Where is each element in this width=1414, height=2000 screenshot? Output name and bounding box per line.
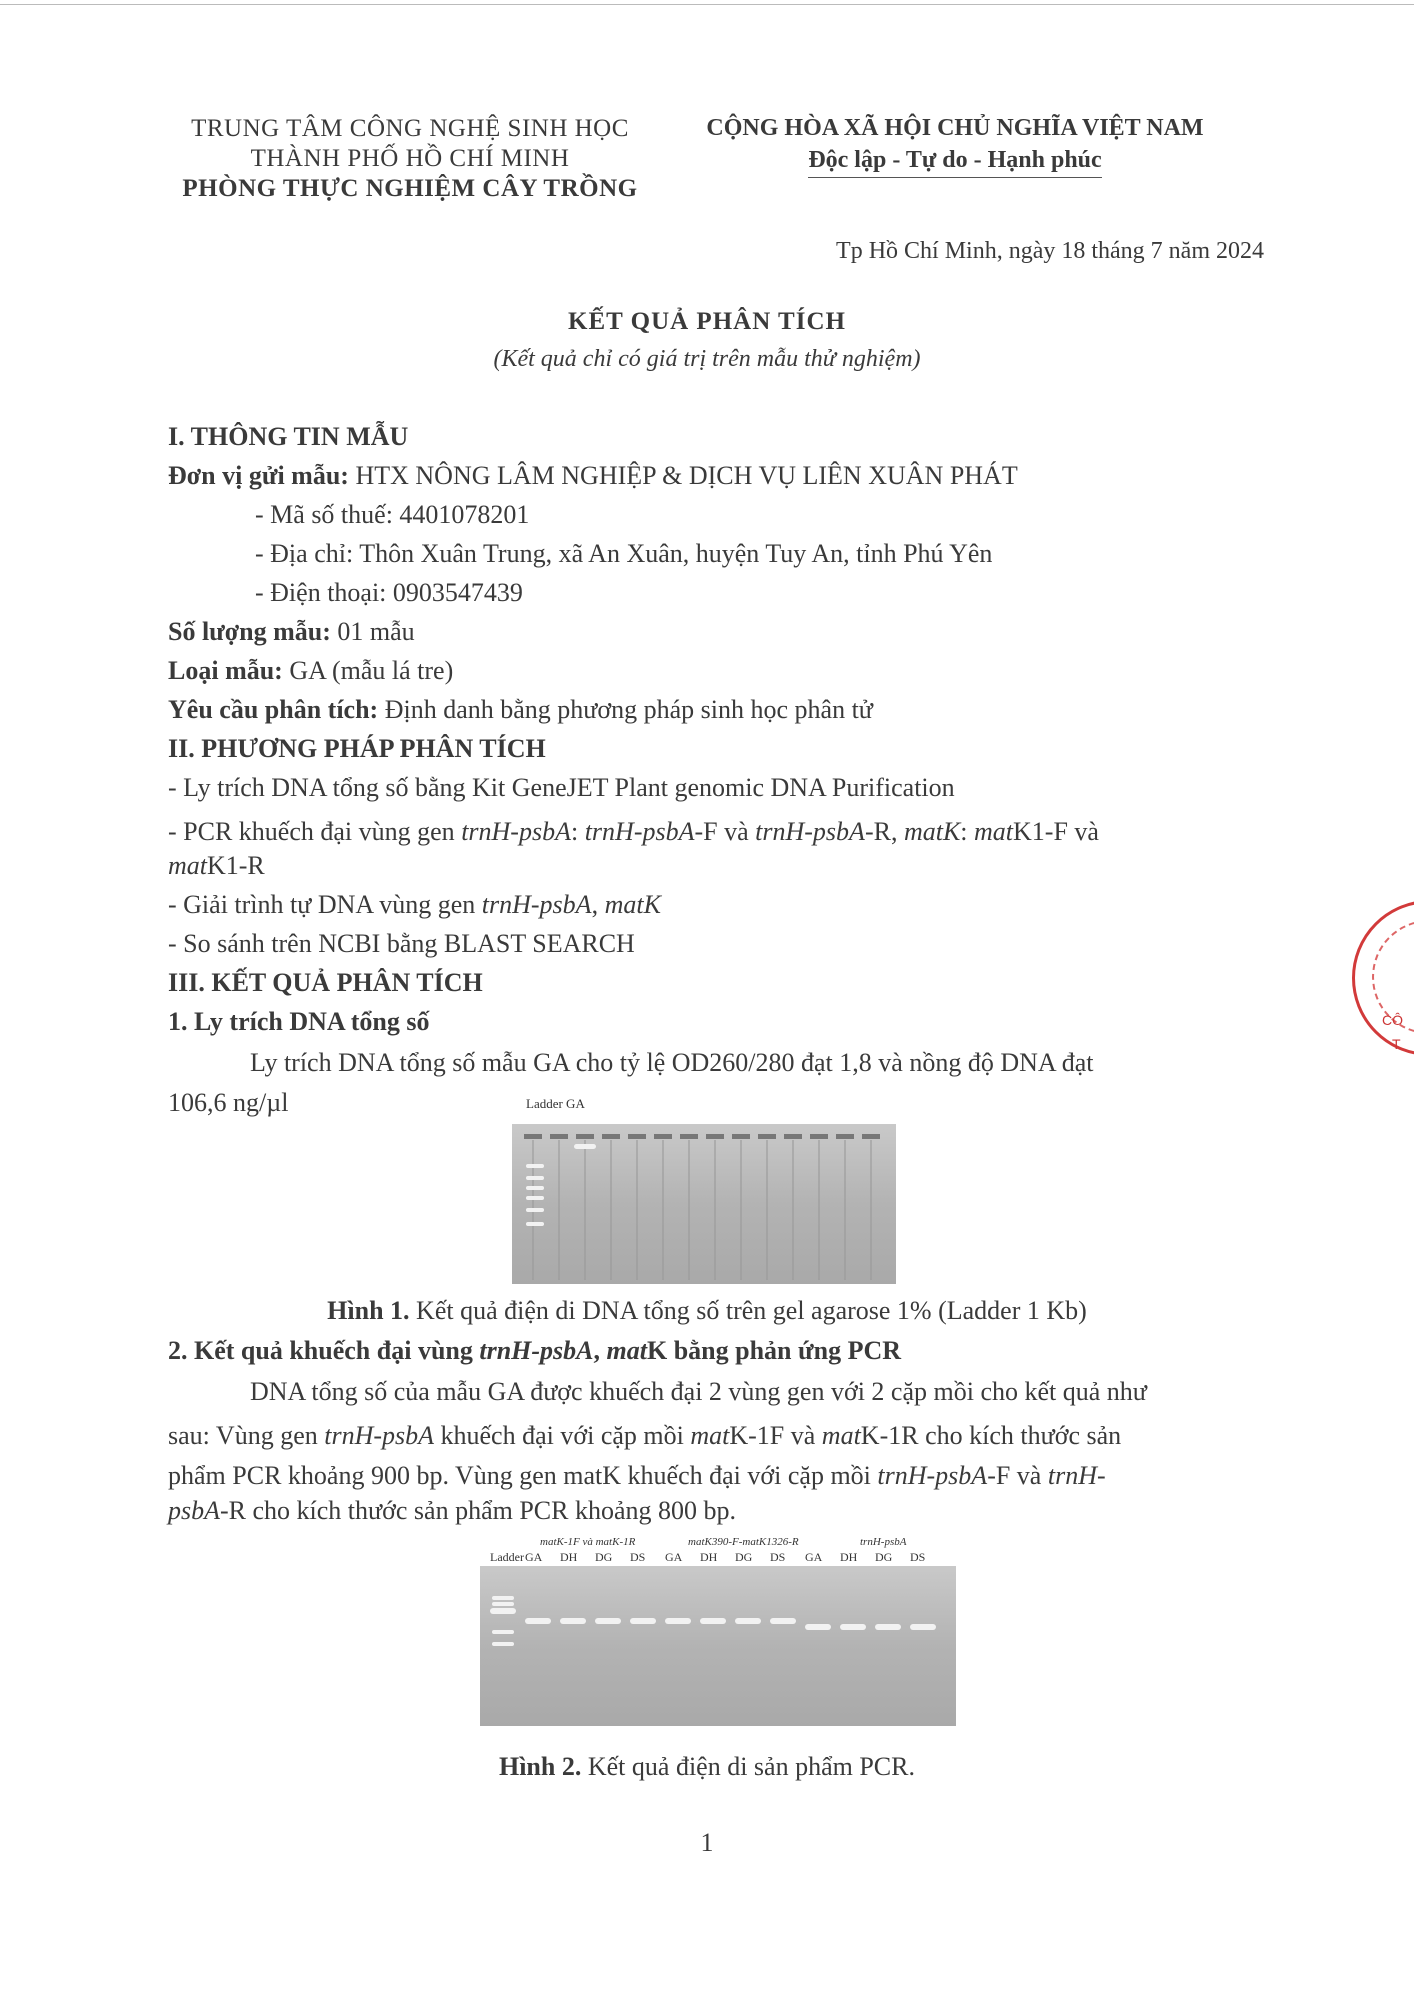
method-2-text: - PCR khuếch đại vùng gen [168, 817, 462, 846]
gel2-lane-label: DH [560, 1550, 578, 1564]
method-2-text: K1-F và [1013, 817, 1099, 846]
method-4: - So sánh trên NCBI bằng BLAST SEARCH [168, 929, 635, 958]
gel2-primer-label-1: matK-1F và matK-1R [540, 1536, 636, 1548]
gel2-lane-label: DH [840, 1550, 858, 1564]
gel2-lane-label: DG [735, 1550, 753, 1564]
result2-text: sau: Vùng gen [168, 1421, 325, 1450]
result2-line4 [168, 1496, 736, 1526]
subsection1-heading: 1. Ly trích DNA tổng số [168, 1007, 430, 1036]
gel2-ladder-band [492, 1596, 514, 1600]
gel2-ladder-band [490, 1608, 516, 1614]
header-national-line1: CỘNG HÒA XÃ HỘI CHỦ NGHĨA VIỆT NAM [706, 115, 1204, 141]
gel1-well [784, 1134, 802, 1139]
figure1-text: Kết quả điện di DNA tổng số trên gel agarose 1% (Ladder 1 Kb) [409, 1296, 1087, 1325]
method-2-text: K1-R [207, 851, 265, 880]
figure1-caption [0, 1296, 1414, 1326]
stamp-text-2: T [1392, 1036, 1401, 1052]
gel1-lane [636, 1140, 638, 1280]
gel1-ladder-band [526, 1196, 544, 1200]
result2-gene: mat [821, 1421, 861, 1450]
gel2-ladder-band [492, 1602, 514, 1606]
result2-line1: DNA tổng số của mẫu GA được khuếch đại 2 vùng gen với 2 cặp mồi cho kết quả như [250, 1377, 1147, 1406]
gel1-well [628, 1134, 646, 1139]
method-2-gene: trnH-psbA [584, 817, 695, 846]
sample-type-label: Loại mẫu: [168, 656, 283, 685]
gel2-pcr-band [910, 1624, 936, 1630]
method-2-gene: mat [974, 817, 1014, 846]
method-2-gene: trnH-psbA [461, 817, 571, 846]
quantity-line [168, 617, 415, 647]
header-org-line1: TRUNG TÂM CÔNG NGHỆ SINH HỌC [191, 115, 629, 142]
result2-text: K-1R cho kích thước sản [860, 1421, 1122, 1450]
figure1-label: Hình 1. [327, 1296, 410, 1325]
subsection2-text: 2. Kết quả khuếch đại vùng [168, 1336, 480, 1365]
report-subtitle: (Kết quả chỉ có giá trị trên mẫu thử nghiệm) [493, 346, 921, 372]
gel1-lane [610, 1140, 612, 1280]
method-2-gene: matK [903, 817, 961, 846]
subsection2-text: , [593, 1336, 607, 1365]
quantity-label: Số lượng mẫu: [168, 617, 331, 646]
gel1-well [732, 1134, 750, 1139]
result2-text: -R cho kích thước sản phẩm PCR khoảng 800 bp. [220, 1496, 737, 1525]
sample-type-value: GA (mẫu lá tre) [289, 656, 454, 685]
subsection2-gene: trnH-psbA [479, 1336, 594, 1365]
header-motto: Độc lập - Tự do - Hạnh phúc [808, 144, 1101, 178]
sender-line [168, 461, 1018, 491]
gel2-image [480, 1566, 956, 1726]
gel1-sample-band [574, 1144, 596, 1149]
quantity-value: 01 mẫu [337, 617, 415, 646]
request-label: Yêu cầu phân tích: [168, 695, 379, 724]
method-3 [168, 890, 661, 920]
stamp-text-1: CÔ [1382, 1012, 1403, 1028]
gel2-lane-label: DS [630, 1550, 646, 1564]
method-2-text: -F và [694, 817, 756, 846]
header-org-line3: PHÒNG THỰC NGHIỆM CÂY TRỒNG [182, 175, 638, 202]
phone-line: - Điện thoại: 0903547439 [255, 578, 523, 607]
gel1-well [654, 1134, 672, 1139]
gel1-lane [662, 1140, 664, 1280]
gel2-lane-label: GA [665, 1550, 683, 1564]
gel1-well [862, 1134, 880, 1139]
figure2-text: Kết quả điện di sản phẩm PCR. [581, 1752, 915, 1781]
gel1-ladder-band [526, 1164, 544, 1168]
result2-gene: trnH-psbA [324, 1421, 435, 1450]
gel1-well [836, 1134, 854, 1139]
gel1-well [576, 1134, 594, 1139]
gel1-lane [792, 1140, 794, 1280]
gel2-pcr-band [665, 1618, 691, 1624]
gel2-pcr-band [630, 1618, 656, 1624]
sender-value: HTX NÔNG LÂM NGHIỆP & DỊCH VỤ LIÊN XUÂN PHÁT [355, 461, 1018, 490]
method-3-gene: trnH-psbA [481, 890, 592, 919]
gel1-lane [870, 1140, 872, 1280]
gel1-well [810, 1134, 828, 1139]
gel2-ladder-band [492, 1642, 514, 1646]
request-value: Định danh bằng phương pháp sinh học phân tử [384, 695, 873, 724]
gel2-pcr-band [770, 1618, 796, 1624]
sample-type-line [168, 656, 453, 686]
header-org-line2: THÀNH PHỐ HỒ CHÍ MINH [250, 145, 570, 172]
method-3-gene: matK [604, 890, 661, 919]
gel2-pcr-band [560, 1618, 586, 1624]
gel1-well [602, 1134, 620, 1139]
gel2-lane-label: GA [805, 1550, 823, 1564]
subsection2-heading [168, 1336, 901, 1366]
gel2-lane-label: DG [875, 1550, 893, 1564]
tax-line: - Mã số thuế: 4401078201 [255, 500, 530, 529]
page-number: 1 [700, 1828, 714, 1857]
gel1-ladder-band [526, 1176, 544, 1180]
gel1-lane [740, 1140, 742, 1280]
result2-gene: trnH- [1047, 1461, 1106, 1490]
gel2-lane-label: DS [910, 1550, 926, 1564]
result2-text: khuếch đại với cặp mồi [434, 1421, 691, 1450]
gel2-pcr-band [735, 1618, 761, 1624]
result2-text: -F và [987, 1461, 1048, 1490]
gel1-lane [844, 1140, 846, 1280]
gel2-lane-label: DG [595, 1550, 613, 1564]
method-2 [168, 812, 1303, 851]
result2-text: phẩm PCR khoảng 900 bp. Vùng gen matK khuếch đại với cặp mồi [168, 1461, 878, 1490]
result1-concentration: 106,6 ng/µl [168, 1088, 289, 1117]
gel2-lane-label: DH [700, 1550, 718, 1564]
gel1-image [512, 1124, 896, 1284]
method-3-text: , [591, 890, 605, 919]
date-line: Tp Hồ Chí Minh, ngày 18 tháng 7 năm 2024 [836, 238, 1264, 264]
gel2-lane-label: DS [770, 1550, 786, 1564]
gel1-well [680, 1134, 698, 1139]
gel2-ladder-band [492, 1630, 514, 1634]
gel1-well [706, 1134, 724, 1139]
sender-label: Đơn vị gửi mẫu: [168, 461, 349, 490]
result1-paragraph: Ly trích DNA tổng số mẫu GA cho tỷ lệ OD260/280 đạt 1,8 và nồng độ DNA đạt [250, 1048, 1094, 1077]
method-3-text: - Giải trình tự DNA vùng gen [168, 890, 482, 919]
method-2-gene: mat [168, 851, 207, 880]
figure2-caption [0, 1752, 1414, 1782]
section2-heading: II. PHƯƠNG PHÁP PHÂN TÍCH [168, 734, 546, 763]
method-2-text: -R, [864, 817, 904, 846]
address-line: - Địa chỉ: Thôn Xuân Trung, xã An Xuân, huyện Tuy An, tỉnh Phú Yên [255, 539, 993, 568]
gel1-lane [714, 1140, 716, 1280]
result2-line3 [168, 1456, 1303, 1495]
method-2-gene: trnH-psbA [755, 817, 865, 846]
method-1: - Ly trích DNA tổng số bằng Kit GeneJET Plant genomic DNA Purification [168, 773, 955, 802]
gel1-lane [584, 1140, 586, 1280]
result2-gene: mat [690, 1421, 730, 1450]
gel1-ladder-band [526, 1208, 544, 1212]
section3-heading: III. KẾT QUẢ PHÂN TÍCH [168, 968, 483, 997]
method-2-cont [168, 851, 265, 881]
gel2-lane-label: GA [525, 1550, 543, 1564]
method-2-text: : [960, 817, 975, 846]
gel1-lane [558, 1140, 560, 1280]
header-national [665, 112, 1245, 178]
gel1-well [550, 1134, 568, 1139]
gel1-well [758, 1134, 776, 1139]
report-title: KẾT QUẢ PHÂN TÍCH [568, 308, 846, 335]
result2-text: K-1F và [729, 1421, 822, 1450]
gel1-ladder-band [526, 1186, 544, 1190]
gel1-lane [688, 1140, 690, 1280]
result2-gene: psbA [168, 1496, 220, 1525]
method-2-text: : [570, 817, 585, 846]
section1-heading: I. THÔNG TIN MẪU [168, 422, 409, 451]
gel1-lane [766, 1140, 768, 1280]
gel2-pcr-band [805, 1624, 831, 1630]
header-organization [140, 114, 680, 204]
gel2-primer-label-3: trnH-psbA [860, 1536, 907, 1548]
gel2-pcr-band [840, 1624, 866, 1630]
gel1-lane [818, 1140, 820, 1280]
gel1-ladder-band [526, 1222, 544, 1226]
gel1-label: Ladder GA [526, 1096, 585, 1111]
gel2-pcr-band [525, 1618, 551, 1624]
gel2-lane-label: Ladder [490, 1550, 524, 1564]
gel1-well [524, 1134, 542, 1139]
gel2-pcr-band [875, 1624, 901, 1630]
request-line [168, 695, 873, 725]
result2-line2 [168, 1416, 1303, 1455]
subsection2-text: K bằng phản ứng PCR [646, 1336, 902, 1365]
gel2-primer-label-2: matK390-F-matK1326-R [688, 1536, 799, 1548]
gel2-pcr-band [595, 1618, 621, 1624]
figure2-label: Hình 2. [498, 1752, 582, 1781]
gel2-pcr-band [700, 1618, 726, 1624]
subsection2-gene: mat [606, 1336, 647, 1365]
result2-gene: trnH-psbA [877, 1461, 988, 1490]
top-border-line [0, 4, 1414, 5]
